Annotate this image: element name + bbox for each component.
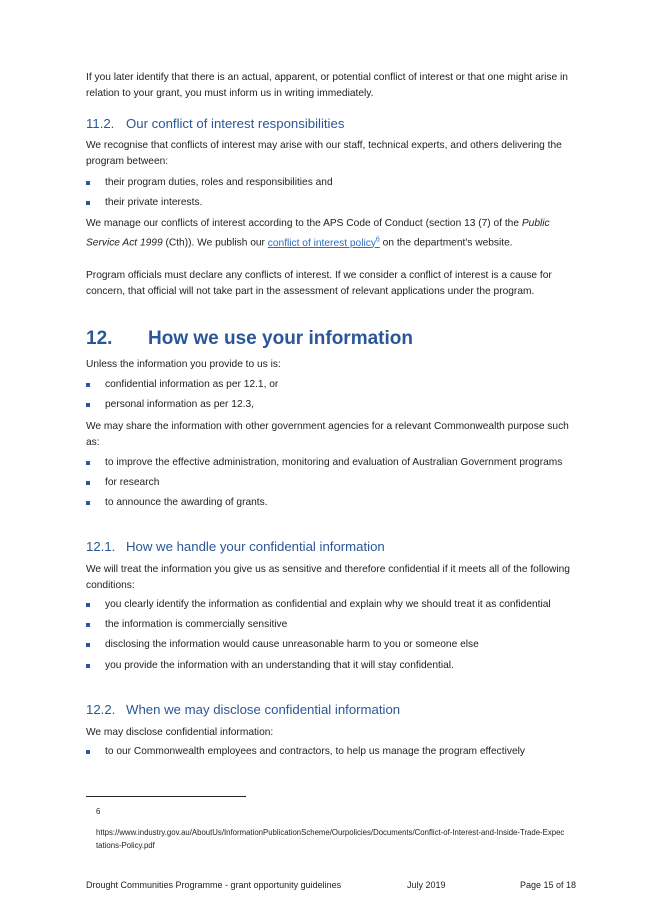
section-number: 11.2. [86, 116, 115, 131]
s12-bullet-list-1 [86, 377, 576, 417]
section-number: 12.2. [86, 702, 116, 717]
s11-2-paragraph-1: We recognise that conflicts of interest may arise with our staff, technical experts, and others delivering the program between: [86, 140, 562, 168]
list-item: their program duties, roles and responsibilities and [86, 175, 576, 191]
bullet-icon [86, 481, 90, 485]
list-item: to announce the awarding of grants. [86, 495, 576, 511]
bullet-icon [86, 201, 90, 205]
section-12-1-heading [86, 538, 385, 556]
list-item: to our Commonwealth employees and contractors, to help us manage the program effectively [86, 744, 576, 760]
section-12-heading [86, 327, 413, 351]
s12-2-paragraph-1: We may disclose confidential information: [86, 727, 274, 738]
list-item: you clearly identify the information as confidential and explain why we should treat it as confidential [86, 597, 576, 613]
bullet-icon [86, 623, 90, 627]
footnote-url: https://www.industry.gov.au/AboutUs/InformationPublicationScheme/Ourpolicies/Documents/Conflict-of-Interest-and-Inside-Trade-Expectations-Policy.pdf [96, 828, 565, 850]
section-12-2-heading [86, 701, 400, 719]
footnote-separator [86, 796, 246, 797]
section-number: 12. [86, 328, 113, 349]
bullet-icon [86, 403, 90, 407]
footer-page-number: Page 15 of 18 [520, 880, 577, 890]
s12-1-paragraph-1: We will treat the information you give us as sensitive and therefore confidential if it meets all of the following conditions: [86, 564, 570, 592]
footer-document-title: Drought Communities Programme - grant opportunity guidelines [86, 880, 342, 890]
list-item: to improve the effective administration, monitoring and evaluation of Australian Government programs [86, 455, 576, 471]
s11-2-bullet-list [86, 175, 576, 215]
bullet-icon [86, 603, 90, 607]
section-title: Our conflict of interest responsibilities [126, 116, 345, 131]
s12-paragraph-1: Unless the information you provide to us is: [86, 359, 281, 370]
s12-bullet-list-2 [86, 455, 576, 516]
bullet-icon [86, 664, 90, 668]
list-item: you provide the information with an understanding that it will stay confidential. [86, 658, 576, 674]
bullet-icon [86, 501, 90, 505]
intro-paragraph: If you later identify that there is an actual, apparent, or potential conflict of interest or that one might arise in relation to your grant, you must inform us in writing immediately. [86, 72, 568, 100]
footnote-reference: 6 [375, 236, 380, 244]
section-title: How we use your information [148, 328, 413, 349]
section-11-2-heading [86, 115, 344, 133]
s12-paragraph-2: We may share the information with other government agencies for a relevant Commonwealth purpose such as: [86, 421, 569, 449]
list-item: confidential information as per 12.1, or [86, 377, 576, 393]
list-item: for research [86, 475, 576, 491]
bullet-icon [86, 461, 90, 465]
bullet-icon [86, 750, 90, 754]
list-item: disclosing the information would cause unreasonable harm to you or someone else [86, 637, 576, 653]
list-item: personal information as per 12.3, [86, 397, 576, 413]
section-title: How we handle your confidential information [126, 539, 385, 554]
footer-date: July 2019 [407, 880, 446, 890]
section-title: When we may disclose confidential information [126, 702, 401, 717]
bullet-icon [86, 383, 90, 387]
conflict-of-interest-policy-link[interactable]: conflict of interest policy$^6$ [267, 236, 380, 249]
section-number: 12.1. [86, 539, 116, 554]
s11-2-paragraph-2: We manage our conflicts of interest according to the APS Code of Conduct (section 13 (7) of the Public Service Act 1999 (Cth)). We publish our conflict of interest policy$^6$ on the department's website. [86, 218, 550, 249]
s12-1-bullet-list [86, 597, 576, 678]
bullet-icon [86, 643, 90, 647]
s12-2-bullet-list [86, 744, 576, 764]
s11-2-paragraph-3: Program officials must declare any conflicts of interest. If we consider a conflict of interest is a cause for concern, that official will not take part in the assessment of relevant applications under the program. [86, 270, 552, 298]
bullet-icon [86, 181, 90, 185]
list-item: their private interests. [86, 195, 576, 211]
list-item: the information is commercially sensitive [86, 617, 576, 633]
footnote-number: 6 [96, 807, 101, 816]
